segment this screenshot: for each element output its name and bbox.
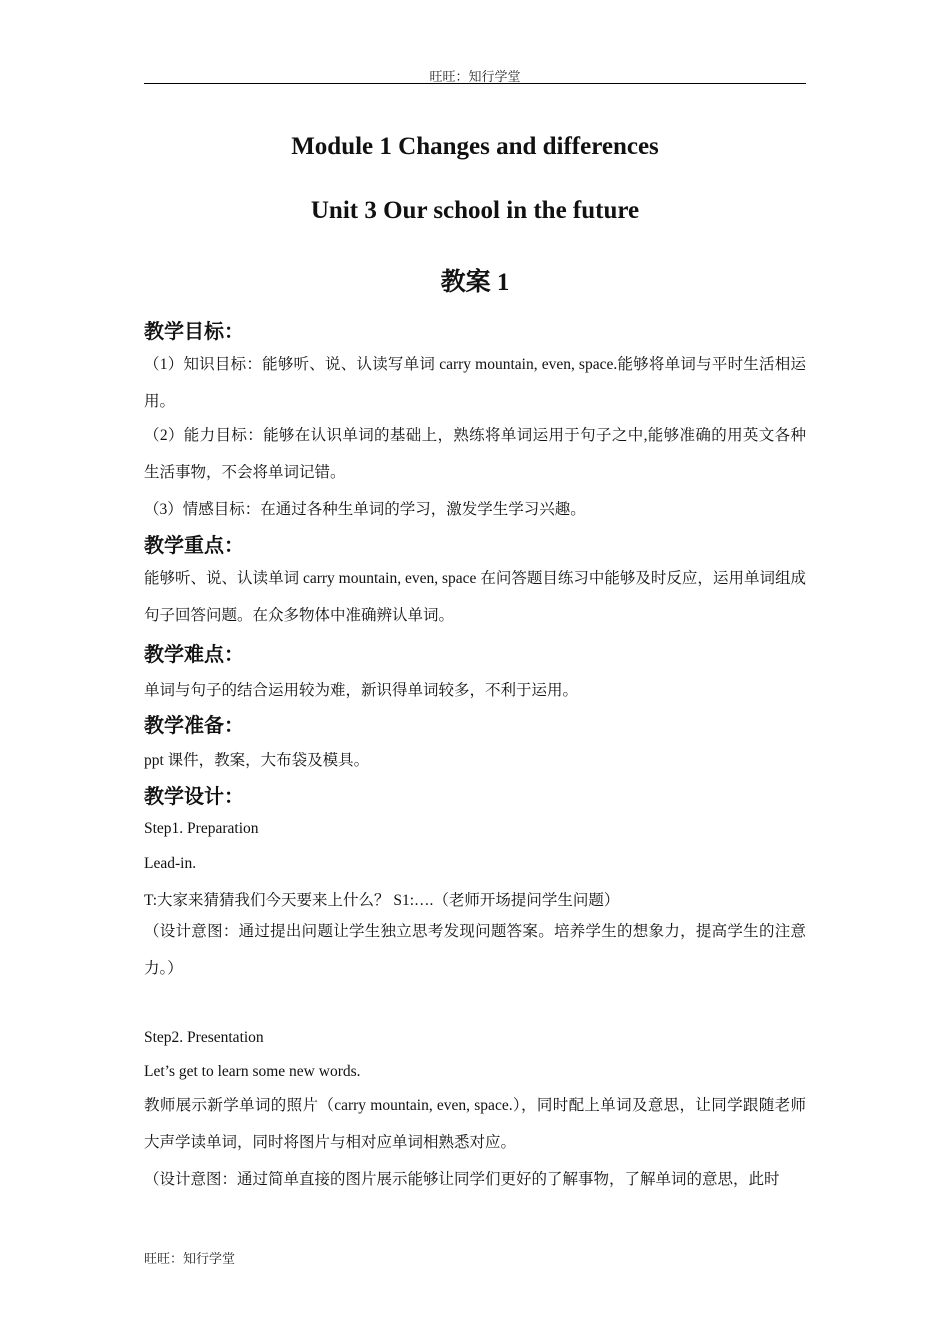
emotion-objective: （3）情感目标：在通过各种生单词的学习，激发学生学习兴趣。 (144, 501, 586, 518)
preparation-text: ppt 课件，教案，大布袋及模具。 (144, 752, 370, 769)
step1-title: Step1. Preparation (144, 820, 259, 837)
step2-title: Step2. Presentation (144, 1029, 264, 1046)
module-title: Module 1 Changes and differences (291, 133, 659, 160)
lesson-plan-title: 教案 1 (440, 269, 510, 296)
step2-activity: 教师展示新学单词的照片（carry mountain, even, space.），同时配上单词及意思，让同学跟随老师大声学读单词，同时将图片与相对应单词相熟悉对应。 (144, 1097, 806, 1151)
knowledge-objective: （1）知识目标：能够听、说、认读写单词 carry mountain, even, space.能够将单词与平时生活相运用。 (144, 356, 806, 410)
page-footer: 旺旺：知行学堂 (144, 1251, 236, 1266)
unit-title: Unit 3 Our school in the future (310, 197, 640, 224)
step1-dialog: T:大家来猜猜我们今天要来上什么？ S1:….（老师开场提问学生问题） (144, 892, 620, 909)
design-heading: 教学设计： (144, 784, 244, 808)
step1-intent: （设计意图：通过提出问题让学生独立思考发现问题答案。培养学生的想象力，提高学生的注意力。） (144, 923, 806, 977)
difficulties-heading: 教学难点： (144, 642, 244, 666)
key-points-heading: 教学重点： (144, 533, 244, 557)
header-rule (144, 83, 806, 84)
preparation-heading: 教学准备： (144, 713, 244, 737)
step2-intro: Let’s get to learn some new words. (144, 1063, 361, 1080)
step1-leadin: Lead-in. (144, 855, 197, 872)
ability-objective: （2）能力目标：能够在认识单词的基础上，熟练将单词运用于句子之中,能够准确的用英文各种生活事物，不会将单词记错。 (144, 427, 806, 481)
objectives-heading: 教学目标： (144, 319, 244, 343)
page-header: 旺旺：知行学堂 (429, 69, 521, 84)
key-points-text: 能够听、说、认读单词 carry mountain, even, space 在问答题目练习中能够及时反应，运用单词组成句子回答问题。在众多物体中准确辨认单词。 (144, 570, 806, 624)
step2-intent: （设计意图：通过简单直接的图片展示能够让同学们更好的了解事物，了解单词的意思，此时 (144, 1171, 780, 1188)
difficulties-text: 单词与句子的结合运用较为难，新识得单词较多，不利于运用。 (144, 682, 579, 699)
